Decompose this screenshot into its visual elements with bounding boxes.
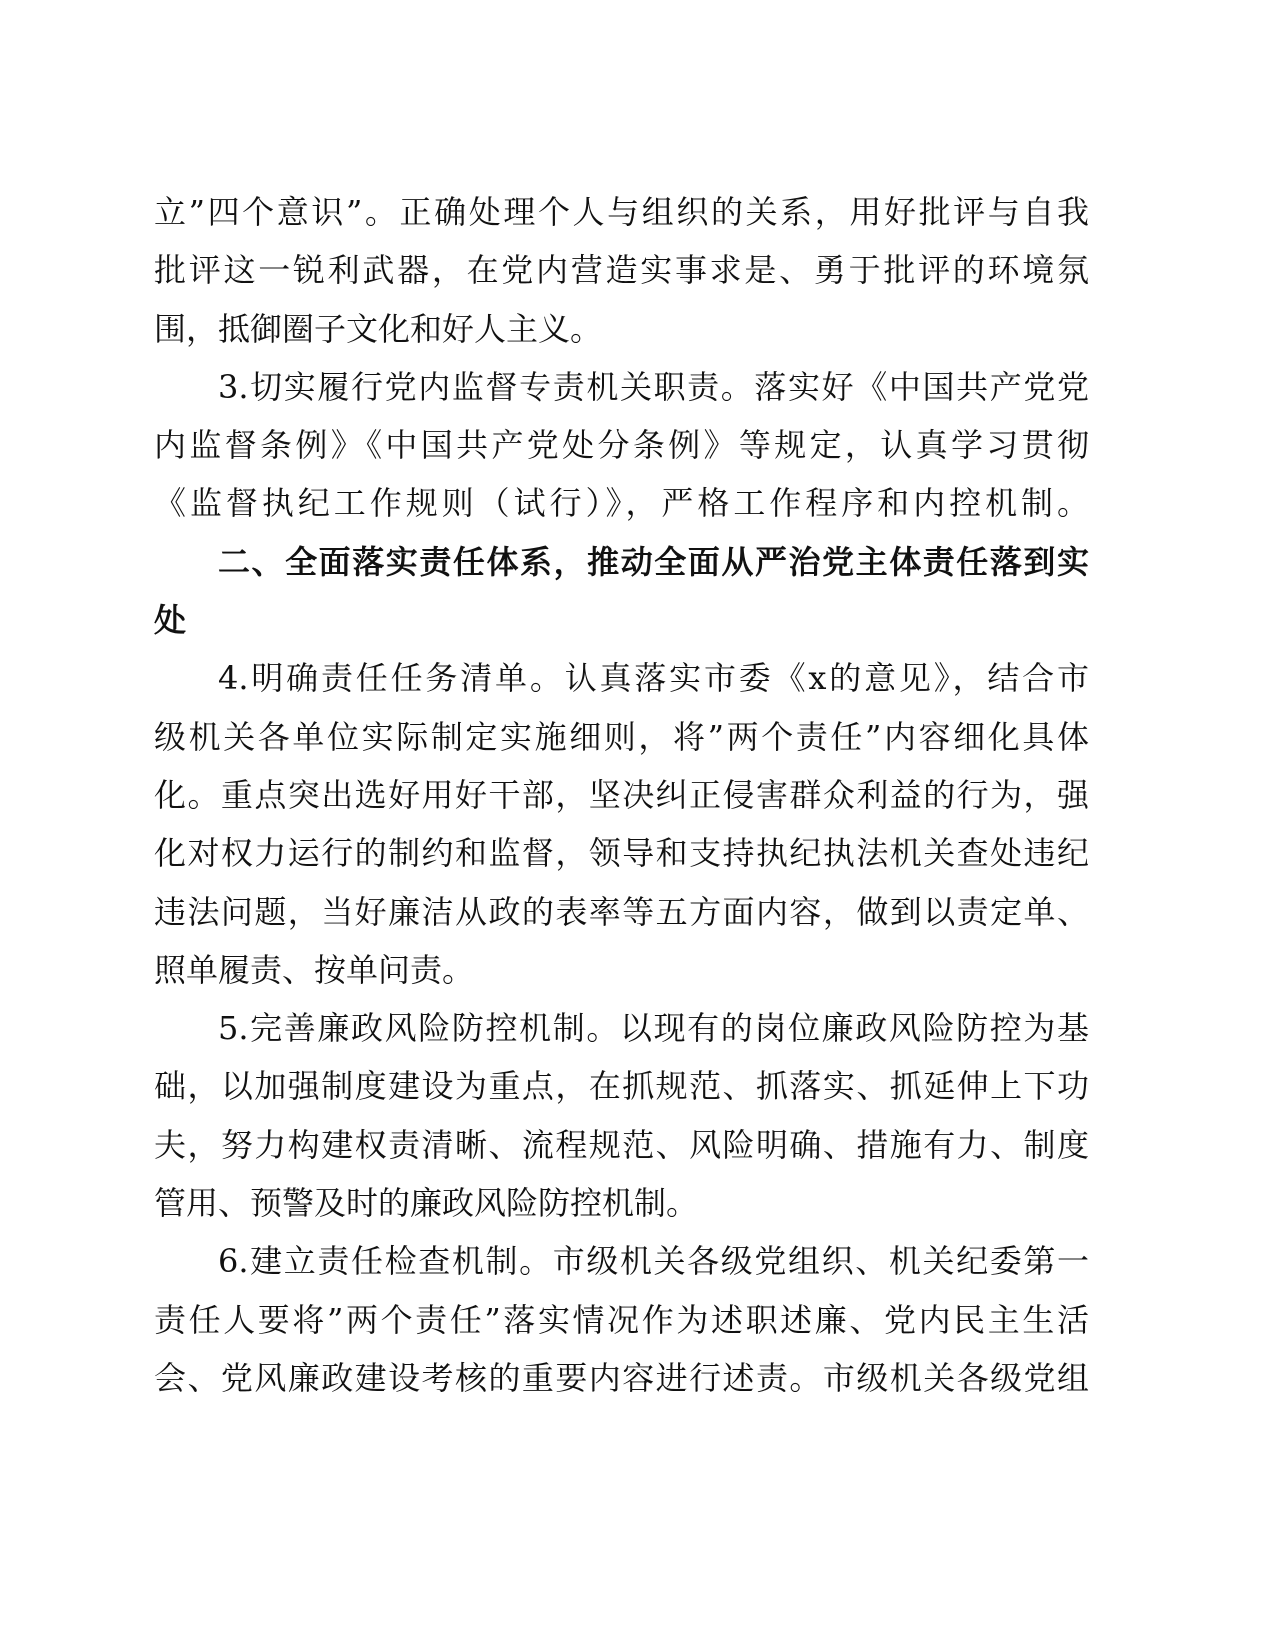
paragraph-item-4 bbox=[154, 649, 1089, 999]
text-line: 违法问题，当好廉洁从政的表率等五方面内容，做到以责定单、 bbox=[154, 892, 1089, 931]
heading-line: 处 bbox=[154, 601, 187, 640]
paragraph-continuation bbox=[154, 183, 1089, 358]
text-line: 6.建立责任检查机制。市级机关各级党组织、机关纪委第一 bbox=[218, 1242, 1089, 1281]
document-page bbox=[154, 183, 1089, 1407]
text-line: 夫，努力构建权责清晰、流程规范、风险明确、措施有力、制度 bbox=[154, 1125, 1089, 1164]
text-line: 化对权力运行的制约和监督，领导和支持执纪执法机关查处违纪 bbox=[154, 834, 1089, 873]
text-line: 5.完善廉政风险防控机制。以现有的岗位廉政风险防控为基 bbox=[218, 1009, 1089, 1048]
text-line: 内监督条例》《中国共产党处分条例》等规定，认真学习贯彻 bbox=[154, 426, 1089, 465]
text-line: 化。重点突出选好用好干部，坚决纠正侵害群众利益的行为，强 bbox=[154, 775, 1089, 814]
text-line: 责任人要将”两个责任”落实情况作为述职述廉、党内民主生活 bbox=[154, 1300, 1089, 1339]
text-line: 4.明确责任任务清单。认真落实市委《x的意见》，结合市 bbox=[218, 659, 1089, 698]
paragraph-item-6 bbox=[154, 1232, 1089, 1407]
paragraph-item-3 bbox=[154, 358, 1089, 533]
text-line: 会、党风廉政建设考核的重要内容进行述责。市级机关各级党组 bbox=[154, 1358, 1089, 1397]
text-line: 围，抵御圈子文化和好人主义。 bbox=[154, 309, 603, 348]
text-line: 照单履责、按单问责。 bbox=[154, 950, 475, 989]
heading-line: 二、全面落实责任体系，推动全面从严治党主体责任落到实 bbox=[218, 542, 1089, 581]
text-line: 《监督执纪工作规则（试行）》，严格工作程序和内控机制。 bbox=[154, 484, 1089, 523]
section-heading bbox=[154, 533, 1089, 650]
text-line: 础，以加强制度建设为重点，在抓规范、抓落实、抓延伸上下功 bbox=[154, 1067, 1089, 1106]
text-line: 3.切实履行党内监督专责机关职责。落实好《中国共产党党 bbox=[218, 367, 1089, 406]
paragraph-item-5 bbox=[154, 999, 1089, 1232]
text-line: 批评这一锐利武器，在党内营造实事求是、勇于批评的环境氛 bbox=[154, 251, 1089, 290]
text-line: 立”四个意识”。正确处理个人与组织的关系，用好批评与自我 bbox=[154, 193, 1089, 231]
text-line: 级机关各单位实际制定实施细则，将”两个责任”内容细化具体 bbox=[154, 717, 1089, 756]
text-line: 管用、预警及时的廉政风险防控机制。 bbox=[154, 1184, 699, 1223]
